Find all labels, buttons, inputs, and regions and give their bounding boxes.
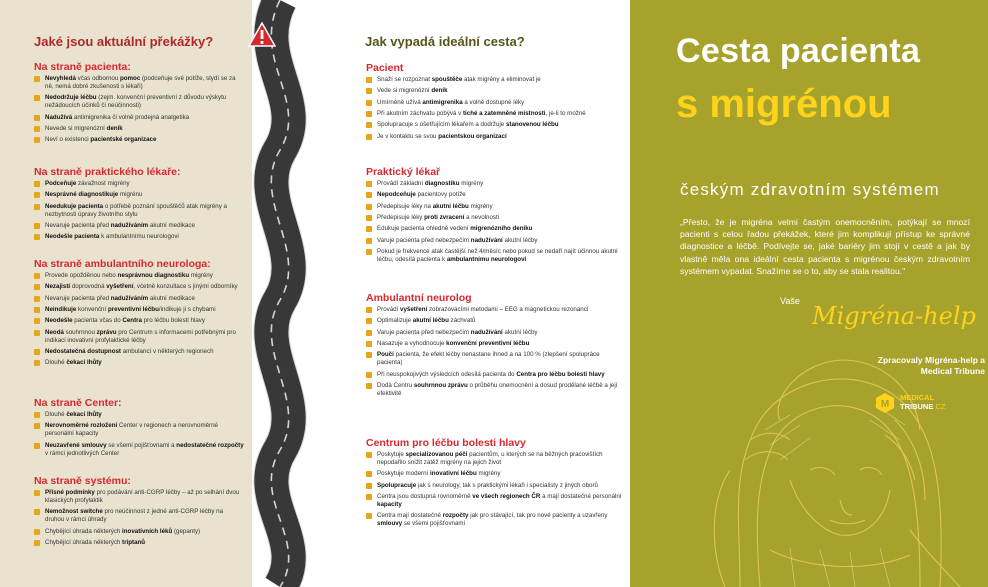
text-phrase: atak migrény a eliminovat je — [462, 76, 541, 83]
bold-phrase: Nedostatečná dostupnost — [45, 347, 121, 355]
text-phrase: záchvatů — [448, 317, 476, 325]
title-line-2: s migrénou — [676, 82, 892, 126]
left-section-list — [34, 75, 244, 148]
text-phrase: Varuje pacienta před nebezpečím — [377, 236, 471, 244]
bold-phrase: ve všech regionech ČR — [472, 492, 541, 500]
bold-phrase: deník — [106, 124, 123, 132]
left-section-title: Na straně Center: — [34, 397, 122, 409]
left-section-list — [34, 272, 244, 371]
text-phrase: jak s neurology, tak s praktickými lékaři i specialisty z jiných oborů — [416, 481, 598, 489]
bold-phrase: antimigrenika — [422, 98, 463, 106]
text-phrase: závažnost migrény — [76, 180, 130, 187]
list-item — [34, 233, 244, 241]
text-phrase: Snaží se rozpoznat — [377, 76, 432, 83]
bold-phrase: pomoc — [119, 75, 141, 82]
list-item — [34, 508, 244, 524]
middle-section-list — [366, 451, 622, 531]
list-item — [34, 180, 244, 188]
title-line-3: českým zdravotním systémem — [680, 180, 940, 199]
text-phrase: Je v kontaktu se svou — [377, 132, 439, 140]
text-phrase: Vede si migrenózní — [377, 87, 432, 95]
text-phrase: antimigrenika či volně prodejná analgetika — [72, 113, 190, 121]
text-phrase: ambulancí v některých regionech — [120, 347, 214, 355]
text-phrase: Provádí základní — [377, 180, 425, 187]
text-phrase: akutní medikace — [148, 294, 195, 302]
ideal-path-heading: Jak vypadá ideální cesta? — [365, 34, 525, 49]
text-phrase: se všemi pojišťovnami — [402, 520, 465, 528]
middle-section-title: Centrum pro léčbu bolesti hlavy — [366, 437, 526, 449]
list-item — [34, 306, 244, 314]
bold-phrase: Neodešle pacienta — [45, 233, 100, 241]
bold-phrase: pacientskou organizací — [438, 132, 507, 140]
list-item — [366, 237, 622, 245]
left-section-title: Na straně ambulantního neurologa: — [34, 258, 211, 270]
medical-tribune-logo — [874, 392, 945, 414]
text-phrase: akutní léčby — [502, 236, 538, 244]
bold-phrase: nadužívání — [470, 236, 503, 244]
list-item — [34, 317, 244, 325]
text-phrase: se všemi pojišťovnami a — [106, 441, 177, 449]
text-phrase: migrénu — [118, 191, 143, 199]
bold-phrase: Podceňuje — [45, 180, 77, 187]
left-section-list — [34, 180, 244, 245]
text-phrase: souhrnnou — [63, 328, 97, 336]
text-phrase: Nasazuje a vyhodnocuje — [377, 339, 447, 347]
bold-phrase: Neodešle — [45, 317, 73, 325]
text-phrase: Optimalizuje — [377, 317, 413, 325]
text-phrase: migrény — [189, 272, 213, 279]
text-phrase: Center v regionech a nerovnoměrné personální kapacity — [45, 422, 218, 438]
list-item — [366, 214, 622, 222]
text-phrase: zobrazovacími metodami – EEG a magnetickou rezonancí — [427, 306, 589, 313]
bold-phrase: pacientské organizace — [90, 136, 157, 144]
list-item — [366, 329, 622, 337]
bold-phrase: kapacity — [377, 500, 402, 508]
list-item — [366, 512, 622, 528]
left-section-title: Na straně pacienta: — [34, 61, 131, 73]
text-phrase: Provede opožděnou nebo — [45, 272, 118, 279]
list-item — [366, 351, 622, 367]
middle-section-title: Pacient — [366, 62, 404, 74]
text-phrase: Chybějící úhrada některých — [45, 527, 123, 535]
bold-phrase: spouštěče — [431, 76, 463, 83]
list-item — [366, 99, 622, 107]
winding-road-illustration — [240, 0, 330, 587]
middle-section-list — [366, 76, 622, 144]
medical-tribune-logo-icon — [874, 392, 896, 414]
bold-phrase: Přísné podmínky — [45, 489, 95, 496]
bold-phrase: smlouvy — [377, 520, 403, 528]
text-phrase: Chybějící úhrada některých — [45, 538, 123, 546]
bold-phrase: Neuzavřené smlouvy — [45, 441, 107, 449]
list-item — [34, 411, 244, 419]
list-item — [34, 203, 244, 219]
text-phrase: Centra jsou dostupná rovnoměrně — [377, 492, 473, 500]
text-phrase: Nevaruje pacienta před — [45, 294, 111, 302]
bold-phrase: Centra — [122, 317, 142, 325]
text-phrase: , včetně konzultace s jinými odborníky — [133, 283, 238, 291]
text-phrase: k ambulantnímu neurologovi — [99, 233, 179, 241]
bold-phrase: vyšetření — [106, 283, 134, 291]
list-item — [366, 110, 622, 118]
list-item — [366, 248, 622, 264]
right-panel-title — [630, 0, 988, 587]
text-phrase: akutní léčby — [502, 328, 538, 336]
text-phrase: pacienta včas do — [72, 317, 123, 325]
middle-section-title: Ambulantní neurolog — [366, 292, 472, 304]
bold-phrase: Nedodržuje léčbu — [45, 94, 97, 102]
text-phrase: a volně dostupné léky — [462, 98, 525, 106]
list-item — [34, 136, 244, 144]
bold-phrase: deník — [431, 87, 448, 95]
bold-phrase: nesprávnou diagnostiku — [117, 272, 190, 279]
list-item — [34, 125, 244, 133]
list-item — [34, 272, 244, 280]
logo-suffix: CZ — [935, 402, 946, 411]
text-phrase: včas odbornou — [75, 75, 120, 82]
text-phrase: pro Centrum s informacemi potřebnými pro indikaci inovativní profylaktické léčby — [45, 328, 236, 344]
bold-phrase: nedostatečné rozpočty — [176, 441, 244, 449]
text-phrase: Nevede si migrenózní — [45, 124, 107, 132]
text-phrase: pacientům, u kterých se na běžných pracovištích nepodařilo snížit zátěž migrény na jejich život — [377, 451, 603, 466]
bold-phrase: inovativní léčbu — [429, 470, 477, 478]
bold-phrase: Nadužívá — [45, 113, 73, 121]
bold-phrase: Nezajistí — [45, 283, 71, 291]
bold-phrase: Nemožnost switche — [45, 508, 103, 516]
text-phrase: pacienta, že efekt léčby nenastane ihned a na 100 % (zlepšení spolupráce pacienta) — [377, 351, 600, 367]
text-phrase: migrény — [459, 180, 484, 187]
list-item — [34, 295, 244, 303]
text-phrase: Spolupracuje s ošetřujícím lékařem a dodržuje — [377, 121, 506, 129]
text-phrase: pro léčbu bolesti hlavy — [142, 317, 205, 325]
list-item — [34, 348, 244, 356]
bold-phrase: zprávu — [96, 328, 117, 336]
text-phrase: /indikuje ji s chybami — [158, 305, 216, 313]
bold-phrase: Neindikuje — [45, 305, 77, 313]
text-phrase: Poskytuje moderní — [377, 470, 430, 478]
text-phrase: Dodá Centru — [377, 381, 414, 389]
list-item — [366, 371, 622, 379]
bold-phrase: Needukuje pacienta — [45, 202, 104, 210]
bold-phrase: Nerovnoměrné rozložení — [45, 422, 118, 430]
text-phrase: a mají dostatečné personální — [540, 492, 622, 500]
list-item — [366, 203, 622, 211]
bold-phrase: čekací lhůty — [66, 359, 102, 367]
list-item — [366, 470, 622, 478]
svg-text:M: M — [880, 399, 890, 410]
text-phrase: (zejm. konvenční preventivní z důvodu výskytu nežádoucích účinků či neúčinnosti) — [45, 94, 227, 110]
text-phrase: konvenční — [76, 305, 108, 313]
text-phrase: Neví o existenci — [45, 136, 91, 144]
bold-phrase: migrenózního deníku — [470, 225, 533, 233]
bold-phrase: ambulantnímu neurologovi — [446, 255, 527, 263]
text-phrase: Při neuspokojivých výsledcích odesílá pacienta do — [377, 370, 517, 378]
credit-text: Zpracovaly Migréna-help a Medical Tribune — [877, 355, 985, 377]
bold-phrase: akutní léčbu — [432, 202, 469, 210]
text-phrase: a nevolnosti — [464, 213, 500, 221]
bold-phrase: diagnostiku — [424, 180, 460, 187]
text-phrase: Poskytuje — [377, 451, 406, 458]
list-item — [366, 317, 622, 325]
list-item — [366, 340, 622, 348]
text-phrase: (gepanty) — [172, 527, 201, 535]
warning-triangle-icon — [248, 22, 276, 48]
text-phrase: Pokud je frekvence atak častější než 4/měsíc nebo pokud se nedaří najít účinnou akutní léčbu, odesílá pacienta k — [377, 247, 618, 263]
bold-phrase: Spolupracuje — [377, 481, 417, 489]
list-item — [366, 306, 622, 314]
list-item — [34, 329, 244, 345]
middle-section-title: Praktický lékař — [366, 166, 441, 178]
text-phrase: Předepisuje léky na — [377, 202, 433, 210]
list-item — [34, 94, 244, 110]
text-phrase: , je-li to možné — [545, 109, 586, 117]
bold-phrase: Poučí — [377, 351, 394, 359]
logo-line-2: TRIBUNE — [900, 402, 934, 411]
bold-phrase: Neodá — [45, 328, 64, 336]
bold-phrase: akutní léčbu — [412, 317, 449, 325]
middle-section-list — [366, 180, 622, 267]
list-item — [366, 482, 622, 490]
text-phrase: akutní medikace — [148, 221, 195, 229]
bold-phrase: Nesprávné diagnostikuje — [45, 191, 119, 199]
bold-phrase: preventivní léčbu — [107, 305, 159, 313]
bold-phrase: souhrnnou zprávu — [413, 381, 468, 389]
text-phrase: Při akutním záchvatu pobývá v — [377, 109, 463, 117]
left-section-title: Na straně praktického lékaře: — [34, 166, 181, 178]
bold-phrase: proti zvracení — [424, 213, 465, 221]
list-item — [366, 451, 622, 467]
title-line-1: Cesta pacienta — [676, 32, 921, 70]
text-phrase: Edukuje pacienta ohledně vedení — [377, 225, 471, 233]
bold-phrase: vyšetření — [400, 306, 428, 313]
logo-line-1: MEDICAL — [900, 393, 935, 403]
list-item — [366, 191, 622, 199]
list-item — [366, 225, 622, 233]
text-phrase: doprovodná — [70, 283, 107, 291]
list-item — [366, 76, 622, 84]
text-phrase: Dlouhé — [45, 359, 67, 367]
bold-phrase: konvenční preventivní léčbu — [446, 339, 530, 347]
text-phrase: migrény — [468, 202, 493, 210]
text-phrase: o průběhu onemocnění a dosud prodělané léčbě a její efektivitě — [377, 381, 618, 397]
list-item — [34, 191, 244, 199]
list-item — [34, 359, 244, 367]
list-item — [366, 87, 622, 95]
bold-phrase: nadužívání — [470, 328, 503, 336]
bold-phrase: inovativních léků — [122, 527, 173, 535]
list-item — [366, 382, 622, 398]
left-section-list — [34, 411, 244, 461]
bold-phrase: čekací lhůty — [66, 411, 102, 418]
bold-phrase: Centra pro léčbu bolesti hlavy — [516, 370, 605, 378]
intro-quote: „Přesto, že je migréna velmi častým onemocněním, potýkají se mnozí pacienti s celou řadou překážek, které jim komplikují přístup ke správné diagnostice a léčbě. Podívejte se, jaké bariéry jim stojí v cestě a jak by vlastně měla ona ideální cesta pacienta s migrénou českým zdravotním systémem vypadat. Snažíme se o to, aby se stala realitou." — [680, 217, 970, 276]
list-item — [34, 489, 244, 505]
text-phrase: jak pro stávající, tak pro nové pacienty a uzavřeny — [468, 512, 608, 520]
list-item — [34, 539, 244, 547]
list-item — [366, 180, 622, 188]
list-item — [366, 121, 622, 129]
bold-phrase: tiché a zatemněné místnosti — [462, 109, 546, 117]
text-phrase: pacientovy potíže — [415, 191, 466, 199]
bold-phrase: Nevyhledá — [45, 75, 76, 82]
bold-phrase: triptanů — [122, 538, 146, 546]
list-item — [34, 528, 244, 536]
text-phrase: pro podávání anti-CGRP léčby – až po selhání dvou klasických profylaktik — [45, 489, 240, 504]
bold-phrase: stanovenou léčbu — [505, 121, 559, 129]
migrena-help-signature: Migréna-help — [812, 302, 976, 330]
list-item — [366, 133, 622, 141]
bold-phrase: rozpočty — [442, 512, 469, 520]
bold-phrase: nadužíváním — [110, 221, 149, 229]
bold-phrase: specializovanou péči — [405, 451, 468, 458]
signature-prefix: Vaše — [780, 296, 800, 306]
list-item — [34, 442, 244, 458]
list-item — [34, 114, 244, 122]
text-phrase: Nevaruje pacienta před — [45, 221, 111, 229]
left-section-list — [34, 489, 244, 550]
text-phrase: Centra mají dostatečné — [377, 512, 443, 520]
list-item — [34, 283, 244, 291]
text-phrase: Umírněně užívá — [377, 98, 423, 106]
text-phrase: Provádí — [377, 306, 401, 313]
text-phrase: pro neúčinnost z jedné anti-CGRP léčby na druhou v rámci úhrady — [45, 508, 224, 524]
obstacles-heading: Jaké jsou aktuální překážky? — [34, 34, 214, 49]
list-item — [34, 222, 244, 230]
middle-section-list — [366, 306, 622, 401]
text-phrase: Varuje pacienta před nebezpečím — [377, 328, 471, 336]
text-phrase: Dlouhé — [45, 411, 67, 418]
text-phrase: migrény — [476, 470, 501, 478]
text-phrase: v rámci jednotlivých Center — [45, 449, 120, 457]
text-phrase: (podceňuje své potíže, stydí se za ně, nemá dobré zkušenosti s lékaři) — [45, 75, 236, 90]
list-item — [34, 75, 244, 91]
text-phrase: Předepisuje léky — [377, 213, 425, 221]
bold-phrase: nadužíváním — [110, 294, 149, 302]
left-section-title: Na straně systému: — [34, 475, 131, 487]
list-item — [34, 422, 244, 438]
bold-phrase: Nepodceňuje — [377, 191, 416, 199]
text-phrase: o potřebě poznání spouštěčů atak migrény a nezbytnosti úpravy životního stylu — [45, 202, 227, 218]
list-item — [366, 493, 622, 509]
